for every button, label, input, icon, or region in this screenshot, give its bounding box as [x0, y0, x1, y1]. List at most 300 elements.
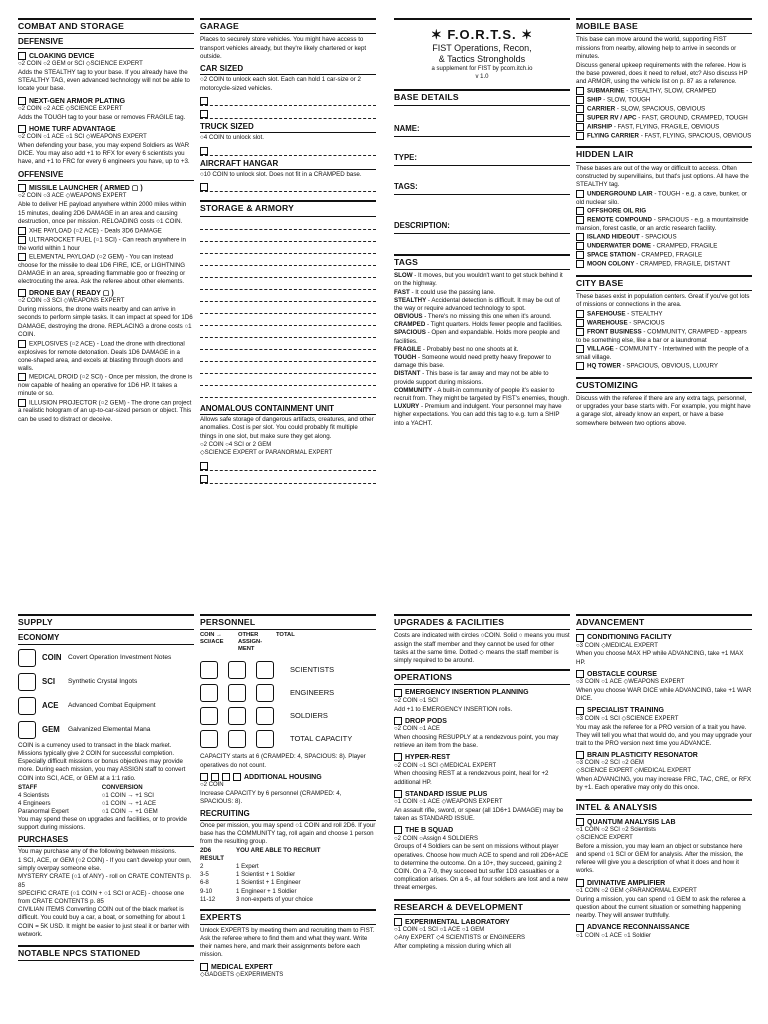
- section-title: GARAGE: [200, 18, 376, 34]
- purchase-item: SPECIFIC CRATE (○1 COIN + ○1 SCI or ACE) - choose one from CRATE CONTENTS p. 85: [18, 889, 185, 905]
- base-option[interactable]: [576, 114, 752, 123]
- upgrade-cost: ○2 COIN ○2 GEM or SCI ◇SCIENCE EXPERT: [18, 61, 143, 68]
- write-line[interactable]: [200, 339, 376, 350]
- option-desc: - STEALTHY, SLOW, CRAMPED: [624, 88, 717, 96]
- checkbox[interactable]: [576, 362, 584, 370]
- subsection-title: CAR SIZED: [200, 64, 376, 76]
- option-name: HQ TOWER: [587, 362, 621, 370]
- count-box[interactable]: [256, 707, 274, 725]
- section-desc: Places to securely store vehicles. You might have access to transport vehicles already, but they're likely chartered or kept outside.: [200, 36, 367, 60]
- option-name: FRONT BUSINESS: [587, 328, 642, 336]
- checkbox[interactable]: [576, 670, 584, 678]
- upgrade-desc: Add +1 to EMERGENCY INSERTION rolls.: [394, 705, 513, 713]
- upgrade-desc: Adds the STEALTHY tag to your base. If you already have the STEALTHY TAG, even advanced technology will not be able to locate your base.: [18, 69, 190, 93]
- column-header: COIN → SCI/ACE: [200, 632, 224, 645]
- upgrade-title: CONDITIONING FACILITY: [576, 633, 752, 642]
- upgrade-desc: Before a mission, you may learn an object or substance here and spend ○1 SCI or GEM for analysis. After the mission, the referee will give you a description of what it does and how it works.: [576, 842, 744, 875]
- checkbox[interactable]: [576, 132, 584, 140]
- checkbox[interactable]: [233, 773, 241, 781]
- personnel-row: [200, 704, 376, 727]
- checkbox[interactable]: [576, 105, 584, 113]
- base-option[interactable]: [576, 233, 752, 242]
- table-cell: 1 Engineer + 1 Soldier: [236, 887, 297, 895]
- tag-name: FAST: [394, 288, 410, 296]
- resource-key: GEM: [42, 724, 60, 734]
- upgrade-cost: ○1 COIN ○2 SCI ○2 Scientists: [576, 827, 656, 834]
- base-option[interactable]: [576, 105, 752, 114]
- tag-name: LUXURY: [394, 403, 420, 411]
- credit-text: a supplement for FIST by pcom.itch.io: [431, 65, 533, 72]
- table-row: [200, 863, 376, 871]
- write-line[interactable]: [200, 231, 376, 242]
- checkbox[interactable]: [576, 216, 584, 224]
- option-desc: - SPACIOUS, OBVIOUS, LUXURY: [620, 362, 718, 370]
- personnel-label: TOTAL CAPACITY: [290, 733, 353, 743]
- checkbox[interactable]: [18, 97, 26, 105]
- checkbox[interactable]: [200, 773, 208, 781]
- count-box[interactable]: [200, 707, 218, 725]
- table-row: [200, 896, 376, 904]
- checkbox[interactable]: [576, 251, 584, 259]
- personnel-label: SCIENTISTS: [290, 664, 335, 674]
- section-desc: Unlock EXPERTS by meeting them and recruiting them to FIST. Ask the referee where to find them and what they want. Write their names here, and mark their assignments before each mission.: [200, 926, 375, 959]
- checkbox[interactable]: [18, 399, 26, 407]
- city-list: [576, 310, 752, 371]
- slot-line[interactable]: [200, 180, 376, 192]
- upgrade-title: THE B SQUAD: [394, 826, 570, 835]
- resource-key: SCI: [42, 676, 55, 686]
- upgrade-cost: ○3 COIN ○2 SCI ○2 GEM: [576, 760, 644, 767]
- checkbox[interactable]: [576, 328, 584, 336]
- resource-desc: Galvanized Elemental Mana: [68, 725, 151, 733]
- tag-name: SLOW: [394, 272, 413, 280]
- table-header: STAFF: [18, 783, 38, 791]
- checkbox[interactable]: [576, 879, 584, 887]
- description-field[interactable]: DESCRIPTION:: [394, 195, 570, 234]
- checkbox[interactable]: [576, 123, 584, 131]
- upgrade-cost: ○2 COIN: [200, 781, 224, 788]
- economy-row: [18, 670, 194, 694]
- option-desc: - CRAMPED, FRAGILE: [651, 242, 718, 250]
- base-option[interactable]: [576, 96, 752, 105]
- type-field[interactable]: TYPE:: [394, 137, 570, 166]
- checkbox[interactable]: [18, 52, 26, 60]
- section-title: UPGRADES & FACILITIES: [394, 614, 570, 630]
- table-cell: ○1 COIN → +1 ACE: [101, 799, 157, 807]
- table-row: [18, 808, 194, 816]
- section-desc: These bases are out of the way or difficult to access. Often constructed by supervillains, but that's just options. All have the STEALTHY tag.: [576, 164, 749, 189]
- upgrade-cost: ○3 COIN ○1 SCI ◇SCIENCE EXPERT: [576, 715, 679, 722]
- tag-name: SPACIOUS: [394, 329, 426, 337]
- resource-desc: Covert Operation Investment Notes: [68, 653, 172, 661]
- checkbox[interactable]: [576, 707, 584, 715]
- count-box[interactable]: [228, 661, 246, 679]
- tag-list: [394, 272, 570, 428]
- option-name: SUPER RV / APC: [587, 114, 637, 122]
- tag-name: CRAMPED: [394, 321, 426, 329]
- checkbox[interactable]: [576, 319, 584, 327]
- personnel-rows: [200, 658, 376, 750]
- upgrade-desc: You may ask the referee for a PRO version of a trait you have. They will tell you what that would do, and you may upgrade your trait to the PRO version next time you ADVANCE.: [576, 723, 752, 747]
- upgrade-title: OBSTACLE COURSE: [576, 670, 752, 679]
- checkbox[interactable]: [576, 87, 584, 95]
- subsection-title: ECONOMY: [18, 633, 194, 645]
- checkbox[interactable]: [394, 790, 402, 798]
- upgrade-desc: When you choose MAX HP while ADVANCING, take +1 MAX HP.: [576, 650, 744, 666]
- section-title: MOBILE BASE: [576, 18, 752, 34]
- checkbox[interactable]: [18, 125, 26, 133]
- option-desc: - TOUGH - e.g. a cave, bunker, or old nuclear silo.: [576, 190, 747, 207]
- subsection-title: PURCHASES: [18, 835, 194, 847]
- upgrade-title: EMERGENCY INSERTION PLANNING: [394, 688, 570, 697]
- write-line[interactable]: [200, 279, 376, 290]
- write-line[interactable]: [200, 291, 376, 302]
- checkbox[interactable]: [200, 963, 208, 971]
- upgrade-desc: After completing a mission during which all: [394, 942, 511, 950]
- checkbox[interactable]: [576, 233, 584, 241]
- upgrade-desc: An assault rifle, sword, or spear (all 1D6+1 DAMAGE) may be taken as STANDARD ISSUE.: [394, 806, 564, 823]
- section-desc: You may spend these on upgrades and facilities, or to provide support during missions.: [18, 815, 188, 832]
- resource-key: ACE: [42, 700, 59, 710]
- count-box[interactable]: [228, 707, 246, 725]
- upgrade-title: DIVINATIVE AMPLIFIER: [576, 879, 752, 888]
- base-option[interactable]: [576, 328, 752, 345]
- personnel-row: [200, 658, 376, 681]
- personnel-row: [200, 727, 376, 750]
- option-name: ISLAND HIDEOUT: [587, 233, 640, 241]
- base-option[interactable]: [576, 310, 752, 319]
- column-header: OTHER ASSIGN-MENT: [238, 632, 263, 652]
- upgrade-cost: ○2 COIN ○1 SCI: [394, 697, 438, 704]
- checkbox[interactable]: [200, 110, 208, 118]
- upgrade-cost: ○2 COIN ○Assign 4 SOLDIERS: [394, 835, 478, 842]
- checkbox[interactable]: [18, 289, 26, 297]
- section-title: BASE DETAILS: [394, 89, 570, 105]
- section-title: EXPERTS: [200, 909, 376, 925]
- tag-entry: [394, 313, 570, 321]
- base-option[interactable]: [576, 123, 752, 132]
- checkbox[interactable]: [576, 818, 584, 826]
- upgrade-title: CLOAKING DEVICE: [18, 52, 194, 61]
- tag-name: TOUGH: [394, 354, 417, 362]
- tag-desc: - Premium and indulgent. Your personnel may have higher expectations. You can add this tag to e.g. turn a SHIP into a YACHT.: [394, 403, 562, 427]
- tag-name: DISTANT: [394, 370, 421, 378]
- table-cell: 4 Engineers: [18, 799, 51, 807]
- resource-key: COIN: [42, 652, 62, 662]
- checkbox[interactable]: [576, 242, 584, 250]
- upgrade-title: MEDICAL EXPERT: [200, 963, 376, 972]
- base-option[interactable]: [576, 216, 752, 233]
- resource-box[interactable]: [18, 673, 36, 691]
- option-name: SAFEHOUSE: [587, 310, 626, 318]
- upgrade-cost: ◇GADGETS ◇EXPERIMENTS: [200, 971, 284, 978]
- name-field[interactable]: NAME:: [394, 108, 570, 137]
- checkbox[interactable]: [18, 236, 26, 244]
- economy-row: [18, 646, 194, 670]
- section-desc: Allows safe storage of dangerous artifacts, creatures, and other anomalies. Cost is per slot. You could probably fit multiple things in one slot, but make sure they get along.: [200, 416, 374, 440]
- table-cell: ○1 COIN → +1 GEM: [101, 807, 158, 815]
- subsection-title: AIRCRAFT HANGAR: [200, 159, 376, 171]
- column-base-types: [576, 18, 752, 558]
- checkbox[interactable]: [18, 373, 26, 381]
- checkbox[interactable]: [18, 340, 26, 348]
- count-box[interactable]: [200, 661, 218, 679]
- option-name: MOON COLONY: [587, 260, 635, 268]
- slot-line[interactable]: [200, 459, 376, 471]
- tags-field[interactable]: TAGS:: [394, 166, 570, 195]
- section-title: INTEL & ANALYSIS: [576, 799, 752, 815]
- count-box[interactable]: [200, 684, 218, 702]
- upgrade-title: ADVANCE RECONNAISSANCE: [576, 923, 752, 932]
- column-personnel: [200, 614, 376, 1024]
- table-cell: 1 Scientist + 1 Engineer: [236, 879, 301, 887]
- upgrade-desc: During a mission, you can spend ○1 GEM to ask the referee a question about the current situation or something happening nearby. They will answer truthfully.: [576, 895, 746, 920]
- tag-name: FRAGILE: [394, 345, 422, 353]
- subsection-title: TRUCK SIZED: [200, 122, 376, 134]
- base-option[interactable]: [576, 132, 752, 141]
- write-line[interactable]: [200, 243, 376, 254]
- checkbox[interactable]: [200, 475, 208, 483]
- write-line[interactable]: [200, 255, 376, 266]
- tag-desc: - A built-in community of people it's easier to recruit from. They might be targeted by FIST's enemies, though.: [394, 386, 570, 402]
- section-title: STORAGE & ARMORY: [200, 200, 376, 216]
- column-garage-storage: [200, 18, 376, 558]
- tag-desc: - Someone would need pretty heavy firepower to damage this base.: [394, 354, 552, 370]
- write-line[interactable]: [200, 351, 376, 362]
- base-option[interactable]: [576, 242, 752, 251]
- document-subtitle: FIST Operations, Recon,: [432, 43, 532, 54]
- checkbox[interactable]: [200, 147, 208, 155]
- resource-box[interactable]: [18, 649, 36, 667]
- checkbox[interactable]: [200, 183, 208, 191]
- economy-row: [18, 694, 194, 718]
- upgrade-desc: Able to deliver HE payload anywhere within 2000 miles within 15 minutes, dealing 2D6 DAMAGE in an area and causing destruction, once per mission. RELOADING costs ○1 COIN.: [18, 201, 187, 225]
- checkbox[interactable]: [18, 227, 26, 235]
- option-name: REMOTE COMPOUND: [587, 216, 652, 224]
- tag-desc: - This base is far away and may not be able to provide support during missions.: [394, 370, 549, 386]
- column-combat-storage: [18, 18, 194, 558]
- personnel-header: [200, 632, 376, 658]
- checkbox[interactable]: [394, 717, 402, 725]
- tag-desc: - Open and expandable. Holds more people and facilities.: [394, 329, 560, 345]
- checkbox[interactable]: [18, 253, 26, 261]
- section-title: ADVANCEMENT: [576, 614, 752, 630]
- upgrade-cost: ○3 COIN ○1 ACE ◇WEAPONS EXPERT: [576, 679, 685, 686]
- count-box[interactable]: [256, 661, 274, 679]
- upgrade-cost: ○2 COIN ○2 ACE ◇SCIENCE EXPERT: [18, 105, 123, 112]
- upgrade-option: MEDICAL DROID (○2 SCI) - Once per mission, the drone is now capable of healing an operative for 1D6 HP. It takes a minute or so.: [18, 374, 193, 398]
- upgrade-desc: When you choose WAR DICE while ADVANCING, take +1 WAR DICE.: [576, 687, 752, 703]
- option-name: UNDERWATER DOME: [587, 242, 652, 250]
- resource-desc: Advanced Combat Equipment: [68, 701, 156, 709]
- checkbox[interactable]: [576, 310, 584, 318]
- option-desc: - CRAMPED, FRAGILE, DISTANT: [634, 260, 731, 268]
- checkbox[interactable]: [394, 689, 402, 697]
- checkbox[interactable]: [576, 924, 584, 932]
- checkbox[interactable]: [394, 826, 402, 834]
- section-title: COMBAT AND STORAGE: [18, 18, 194, 34]
- write-line[interactable]: [200, 387, 376, 398]
- count-box[interactable]: [256, 730, 274, 748]
- table-cell: 9-10: [200, 887, 213, 895]
- tag-entry: [394, 403, 570, 428]
- checkbox[interactable]: [394, 918, 402, 926]
- write-line[interactable]: [200, 267, 376, 278]
- count-box[interactable]: [228, 684, 246, 702]
- economy-list: [18, 646, 194, 742]
- conversion-table: [18, 784, 194, 816]
- option-desc: - SLOW, SPACIOUS, OBVIOUS: [615, 105, 706, 113]
- checkbox[interactable]: [222, 773, 230, 781]
- resource-box[interactable]: [18, 697, 36, 715]
- option-name: UNDERGROUND LAIR: [587, 190, 653, 198]
- slot-line[interactable]: [200, 107, 376, 119]
- option-name: WAREHOUSE: [587, 319, 628, 327]
- slot-line[interactable]: [200, 144, 376, 156]
- personnel-label: ENGINEERS: [290, 687, 335, 697]
- upgrade-title: DRONE BAY ( READY ▢ ): [18, 289, 194, 298]
- count-box[interactable]: [228, 730, 246, 748]
- slot-line[interactable]: [200, 472, 376, 484]
- hidden-list: [576, 190, 752, 268]
- option-desc: - FAST, FLYING, FRAGILE, OBVIOUS: [612, 123, 720, 131]
- slot-line[interactable]: [200, 94, 376, 106]
- section-desc: COIN is a currency used to transact in the black market. Missions typically give 2 COIN for successful completion. Especially difficult missions or bonus objectives may provide more. During each mission, you may ASSIGN staff to convert COIN into SCI, ACE, or GEM at a 1:1 ratio.: [18, 741, 186, 782]
- upgrade-desc: Groups of 4 Soldiers can be sent on missions without player operatives. Choose how much ACE to spend and roll 2D6+ACE to determine the outcome. On a 10+, they succeed, gaining 2 COIN. On a 7-9, they succeed but suffer 1D3 casualties or a complication arises. On a 6-, all four soldiers are lost and a new threat emerges.: [394, 843, 569, 892]
- tag-entry: [394, 321, 570, 329]
- checkbox[interactable]: [576, 345, 584, 353]
- title-block: [394, 18, 570, 81]
- section-title: NOTABLE NPCS STATIONED: [18, 945, 194, 961]
- option-name: AIRSHIP: [587, 123, 613, 131]
- option-desc: - STEALTHY: [625, 310, 663, 318]
- upgrade-option: ULTRAROCKET FUEL (○1 SCI) - Can reach anywhere in the world within 1 hour: [18, 236, 186, 252]
- table-cell: 6-8: [200, 879, 209, 887]
- checkbox[interactable]: [576, 751, 584, 759]
- personnel-row: [200, 681, 376, 704]
- checkbox[interactable]: [576, 260, 584, 268]
- checkbox[interactable]: [576, 634, 584, 642]
- write-line[interactable]: [200, 363, 376, 374]
- option-desc: - FAST, FLYING, SPACIOUS, OBVIOUS: [639, 132, 752, 140]
- resource-box[interactable]: [18, 721, 36, 739]
- write-line[interactable]: [200, 315, 376, 326]
- section-title: SUPPLY: [18, 614, 194, 630]
- column-forts-title: [394, 18, 570, 558]
- upgrade-desc: When ADVANCING, you may increase FRC, TAC, CRE, or RFX by +1. Each operative may only do this once.: [576, 776, 752, 792]
- tag-entry: [394, 387, 570, 403]
- checkbox[interactable]: [394, 753, 402, 761]
- upgrade-desc: When defending your base, you may expend Soldiers as WAR DICE. You may also add +1 to RFX for every 6 scientists you have, and +1 to FRC for every 6 engineers you have, up to +3.: [18, 142, 190, 166]
- checkbox[interactable]: [576, 114, 584, 122]
- write-line[interactable]: [200, 375, 376, 386]
- column-upgrades: [394, 614, 570, 1024]
- upgrade-title: HOME TURF ADVANTAGE: [18, 125, 194, 134]
- upgrade-title: STANDARD ISSUE PLUS: [394, 790, 570, 799]
- option-desc: - SPACIOUS: [627, 319, 665, 327]
- option-name: SUBMARINE: [587, 88, 625, 96]
- column-supply: [18, 614, 194, 1024]
- section-title: CUSTOMIZING: [576, 377, 752, 393]
- option-desc: - SPACIOUS: [639, 233, 677, 241]
- count-box[interactable]: [200, 730, 218, 748]
- section-desc: You may purchase any of the following between missions.: [18, 847, 177, 855]
- count-box[interactable]: [256, 684, 274, 702]
- tag-entry: [394, 346, 570, 354]
- upgrade-cost: ◇SCIENCE EXPERT or PARANORMAL EXPERT: [200, 449, 333, 456]
- upgrade-title: BRAIN PLASTICITY RESONATOR: [576, 751, 752, 760]
- base-option[interactable]: [576, 190, 752, 207]
- option-desc: - CRAMPED, FRAGILE: [635, 251, 703, 259]
- write-line[interactable]: [200, 303, 376, 314]
- economy-row: [18, 718, 194, 742]
- checkbox[interactable]: [576, 207, 584, 215]
- section-desc: Costs are indicated with circles ○COIN. Solid ○ means you must assign the staff member and they cannot be used for other tasks at the same time. Dotted ◇ means the staff member is simply required to be around.: [394, 632, 570, 664]
- write-line[interactable]: [200, 327, 376, 338]
- subsection-title: OFFENSIVE: [18, 170, 194, 182]
- base-option[interactable]: [576, 207, 752, 216]
- checkbox[interactable]: [211, 773, 219, 781]
- upgrade-title: SPECIALIST TRAINING: [576, 706, 752, 715]
- base-option[interactable]: [576, 319, 752, 328]
- base-option[interactable]: [576, 345, 752, 362]
- column-advancement: [576, 614, 752, 1024]
- option-name: FLYING CARRIER: [587, 132, 640, 140]
- document-title: ✶ F.O.R.T.S. ✶: [430, 27, 534, 42]
- base-option[interactable]: [576, 362, 752, 371]
- base-option[interactable]: [576, 260, 752, 269]
- table-cell: Paranormal Expert: [18, 807, 69, 815]
- checkbox[interactable]: [200, 462, 208, 470]
- option-name: SPACE STATION: [587, 251, 636, 259]
- checkbox[interactable]: [576, 190, 584, 198]
- upgrade-title: ADDITIONAL HOUSING: [200, 773, 376, 782]
- upgrade-cost: ○1 COIN ○1 SCI ○1 ACE ○1 GEM: [394, 927, 485, 934]
- checkbox[interactable]: [200, 97, 208, 105]
- upgrade-option: ELEMENTAL PAYLOAD (○2 GEM) - You can instead choose for the missile to deal 1D6 FIRE, ICE, or LIGHTNING DAMAGE in an area, spreading flammable goo or freezing or electrocuting the area. Ask the referee about other elements.: [18, 253, 186, 285]
- table-cell: 3 non-experts of your choice: [236, 895, 313, 903]
- option-name: OFFSHORE OIL RIG: [587, 208, 647, 215]
- checkbox[interactable]: [576, 96, 584, 104]
- table-row: [200, 888, 376, 896]
- write-line[interactable]: [200, 219, 376, 230]
- upgrade-title: QUANTUM ANALYSIS LAB: [576, 818, 752, 827]
- table-row: [200, 879, 376, 887]
- option-desc: - COMMUNITY - Intertwined with the people of a small village.: [576, 345, 749, 361]
- tag-desc: - It moves, but you wouldn't want to get stuck behind it on the highway.: [394, 272, 563, 288]
- table-row: [18, 792, 194, 800]
- table-row: [18, 800, 194, 808]
- table-cell: 1 Expert: [236, 863, 259, 871]
- subsection-title: DEFENSIVE: [18, 37, 194, 49]
- section-desc: CAPACITY starts at 6 (CRAMPED: 4, SPACIOUS: 8). Player operatives do not count.: [200, 753, 366, 769]
- table-cell: 11-12: [200, 895, 216, 903]
- table-cell: 3-5: [200, 871, 209, 879]
- section-desc: Increase CAPACITY by 6 personnel (CRAMPED: 4, SPACIOUS: 8).: [200, 789, 342, 806]
- checkbox[interactable]: [18, 184, 26, 192]
- section-title: CITY BASE: [576, 275, 752, 291]
- purchase-item: 1 SCI, ACE, or GEM (○2 COIN) - If you can't develop your own, simply overpay someone else.: [18, 857, 192, 873]
- tag-name: COMMUNITY: [394, 386, 433, 394]
- base-option[interactable]: [576, 87, 752, 96]
- option-desc: - SLOW, TOUGH: [601, 96, 651, 104]
- upgrade-option: ILLUSION PROJECTOR (○2 GEM) - The drone can project a realistic hologram of an up-to-car-sized person or object. This can be used to distract or deceive.: [18, 399, 192, 423]
- tag-entry: [394, 370, 570, 386]
- base-option[interactable]: [576, 251, 752, 260]
- upgrade-option: XHE PAYLOAD (○2 ACE) - Deals 3D6 DAMAGE: [18, 227, 194, 236]
- table-header: 2D6 RESULT: [200, 847, 224, 863]
- table-row: [200, 871, 376, 879]
